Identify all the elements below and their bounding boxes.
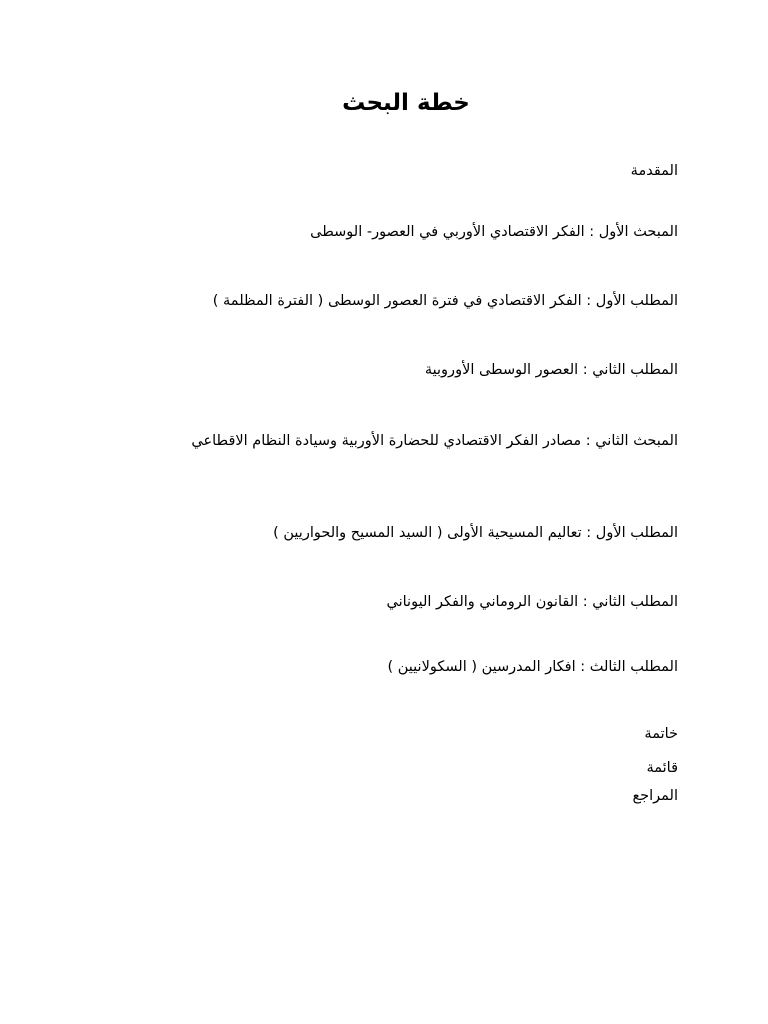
references-line: المراجع xyxy=(632,788,678,804)
chapter-2-line: المبحث الثاني : مصادر الفكر الاقتصادي للحضارة الأوربية وسيادة النظام الاقطاعي xyxy=(191,433,678,449)
chapter-2-section-3-line: المطلب الثالث : افكار المدرسين ( السكولانيين ) xyxy=(387,659,678,675)
intro-line: المقدمة xyxy=(630,163,678,179)
page-title: خطة البحث xyxy=(342,90,470,116)
conclusion-line: خاتمة xyxy=(644,726,678,742)
list-line: قائمة xyxy=(646,760,678,776)
chapter-1-line: المبحث الأول : الفكر الاقتصادي الأوربي في العصور- الوسطى xyxy=(310,224,678,240)
chapter-2-section-1-line: المطلب الأول : تعاليم المسيحية الأولى ( السيد المسيح والحواريين ) xyxy=(273,525,678,541)
chapter-2-section-2-line: المطلب الثاني : القانون الروماني والفكر اليوناني xyxy=(386,594,678,610)
chapter-1-section-1-line: المطلب الأول : الفكر الاقتصادي في فترة العصور الوسطى ( الفترة المظلمة ) xyxy=(212,293,678,309)
chapter-1-section-2-line: المطلب الثاني : العصور الوسطى الأوروبية xyxy=(424,362,678,378)
